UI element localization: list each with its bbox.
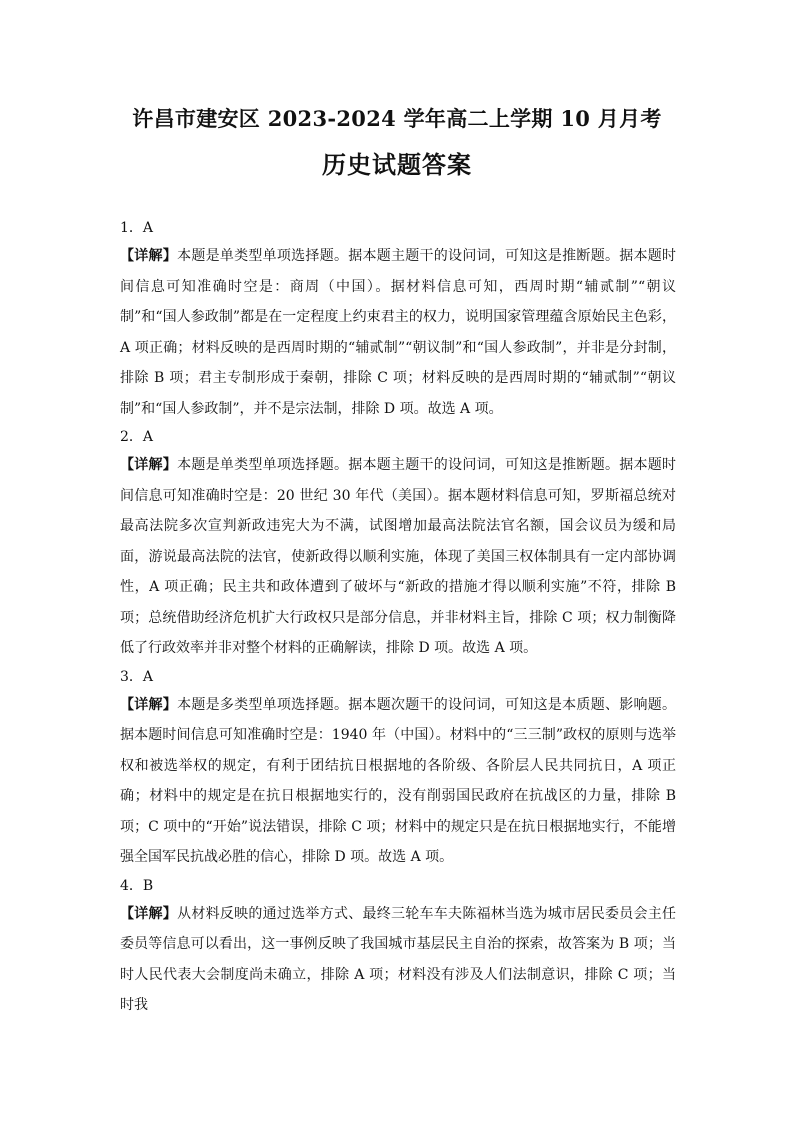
- answer-item-3: [120, 664, 676, 873]
- detail-tag: 【详解】: [120, 248, 178, 264]
- answer-list: [120, 215, 676, 1021]
- document-title: 许昌市建安区 2023-2024 学年高二上学期 10 月月考: [132, 106, 662, 131]
- detail-tag: 【详解】: [120, 457, 178, 473]
- explanation-text: 从材料反映的通过选举方式、最终三轮车车夫陈福林当选为城市居民委员会主任委员等信息可以看出，这一事例反映了我国城市基层民主自治的探索，故答案为 B 项；当时人民代表大会制度尚未确立，排除 A 项；材料没有涉及人们法制意识，排除 C 项；当时我: [120, 905, 677, 1013]
- answer-item-4: [120, 873, 676, 1021]
- answer-number: 4．B: [120, 877, 154, 894]
- answer-explanation: [120, 690, 676, 873]
- document-subtitle: 历史试题答案: [322, 150, 472, 179]
- answer-number: 1．A: [120, 220, 154, 236]
- answer-number: 2．A: [120, 429, 154, 445]
- explanation-text: 本题是单类型单项选择题。据本题主题干的设问词，可知这是推断题。据本题时间信息可知准确时空是：20 世纪 30 年代（美国）。据本题材料信息可知，罗斯福总统对最高法院多次宣判新政违宪大为不满，试图增加最高法院法官名额，国会议员为缓和局面，游说最高法院的法官，使新政得以顺利实施，体现了美国三权体制具有一定内部协调性，A 项正确；民主共和政体遭到了破坏与“新政的措施才得以顺利实施”不符，排除 B 项；总统借助经济危机扩大行政权只是部分信息，并非材料主旨，排除 C 项；权力制衡降低了行政效率并非对整个材料的正确解读，排除 D 项。故选 A 项。: [120, 457, 677, 656]
- explanation-text: 本题是单类型单项选择题。据本题主题干的设问词，可知这是推断题。据本题时间信息可知准确时空是：商周（中国）。据材料信息可知，西周时期“辅贰制”“朝议制”和“国人参政制”都是在一定程度上约束君主的权力，说明国家管理蕴含原始民主色彩，A 项正确；材料反映的是西周时期的“辅贰制”“朝议制”和“国人参政制”，并非是分封制，排除 B 项；君主专制形成于秦朝，排除 C 项；材料反映的是西周时期的“辅贰制”“朝议制”和“国人参政制”，并不是宗法制，排除 D 项。故选 A 项。: [120, 248, 677, 417]
- detail-tag: 【详解】: [120, 905, 178, 922]
- answer-explanation: [120, 241, 676, 424]
- detail-tag: 【详解】: [120, 696, 178, 713]
- explanation-text: 本题是多类型单项选择题。据本题次题干的设问词，可知这是本质题、影响题。据本题时间信息可知准确时空是：1940 年（中国）。材料中的“三三制”政权的原则与选举权和被选举权的规定，有利于团结抗日根据地的各阶级、各阶层人民共同抗日，A 项正确；材料中的规定是在抗日根据地实行的，没有削弱国民政府在抗战区的力量，排除 B 项；C 项中的“开始”说法错误，排除 C 项；材料中的规定只是在抗日根据地实行，不能增强全国军民抗战必胜的信心，排除 D 项。故选 A 项。: [120, 696, 677, 865]
- answer-item-2: [120, 424, 676, 664]
- answer-item-1: [120, 215, 676, 424]
- answer-number: 3．A: [120, 668, 154, 685]
- answer-explanation: [120, 450, 676, 664]
- answer-explanation: [120, 899, 676, 1021]
